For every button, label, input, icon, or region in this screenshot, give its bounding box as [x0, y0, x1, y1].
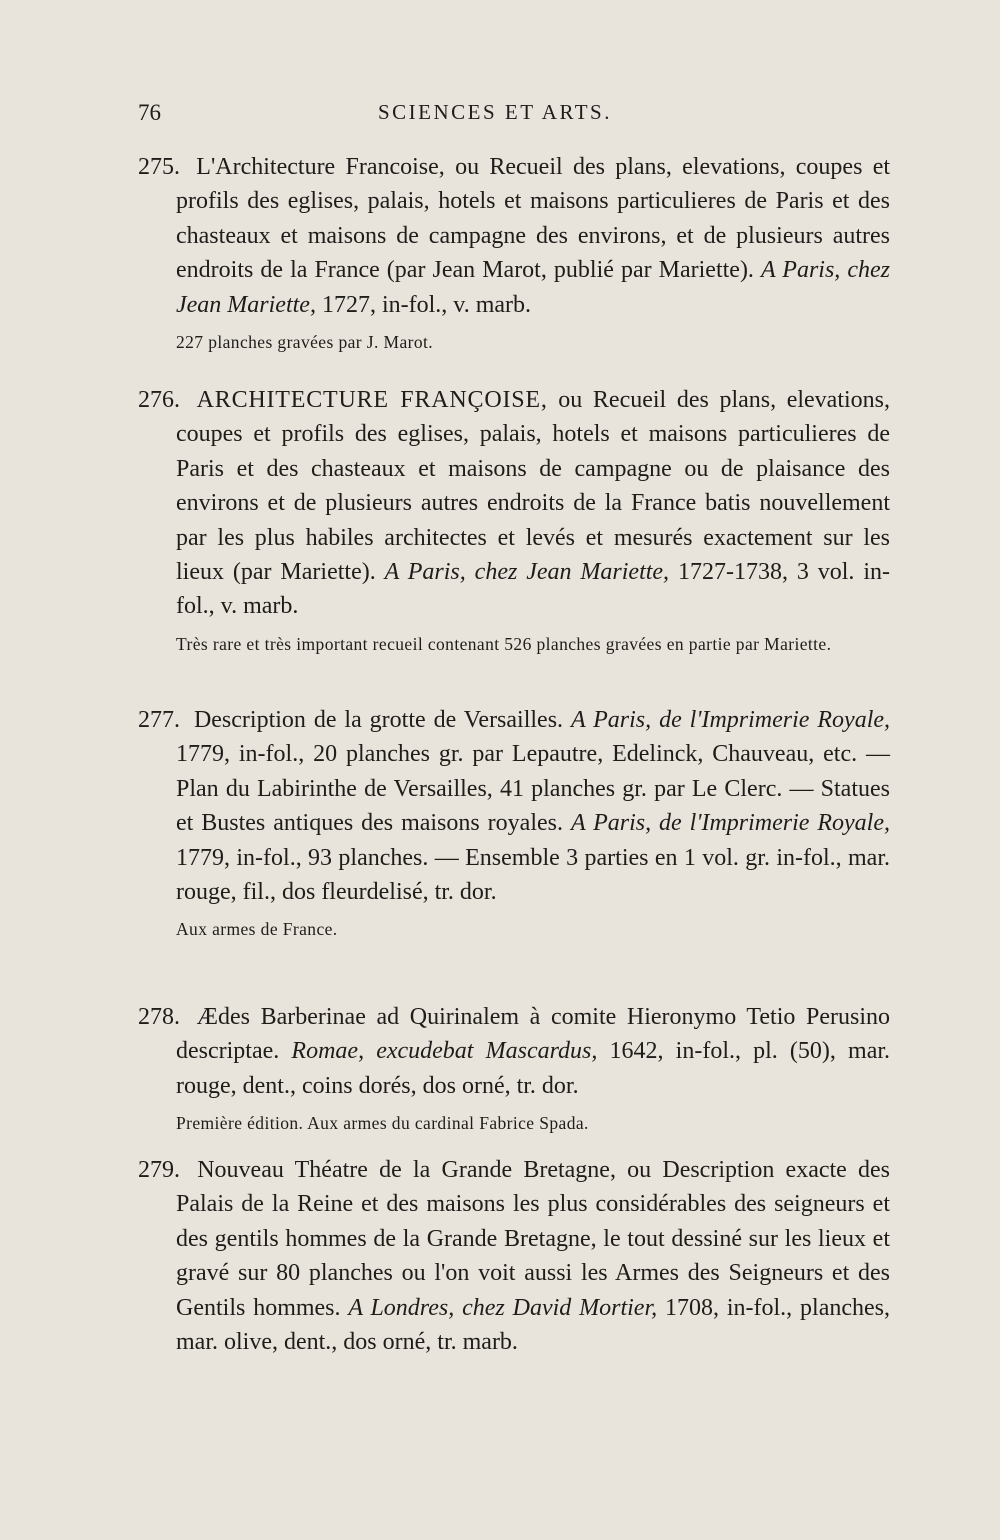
catalog-entry-275	[138, 150, 890, 354]
entry-number: 277.	[138, 707, 180, 733]
entry-details: 1642, in-fol., pl. (50), mar. rouge, dent., coins dorés, dos orné, tr. dor.	[176, 1038, 891, 1099]
entry-note: 227 planches gravées par J. Marot.	[176, 332, 434, 353]
entry-text	[138, 1153, 890, 1359]
entry-title: L'Architecture Francoise, ou Recueil des plans, elevations, coupes et profils des eglises, palais, hotels et maisons particulieres de Paris et des chasteaux et maisons de campagne des environs, et de plusieurs autres endroits de la France (par Jean Marot, publié par Mariette).	[176, 154, 891, 284]
entry-title: Description de la grotte de Versailles.	[193, 707, 564, 733]
entry-number: 278.	[138, 1004, 180, 1030]
entry-details: 1727, in-fol., v. marb.	[321, 291, 532, 318]
entry-imprint: A Paris, chez Jean Mariette,	[384, 559, 670, 586]
entry-title: ou Recueil des plans, elevations, coupes et profils des eglises, palais, hotels et maisons particulieres de Paris et des chasteaux et maisons de campagne ou de plaisance des environs et de plusieurs autres endroits de la France batis nouvellement par les plus habiles architectes et levés et mesurés exactement sur les lieux (par Mariette).	[176, 387, 891, 586]
entry-imprint: A Paris, de l'Imprimerie Royale,	[570, 707, 891, 733]
entry-text	[138, 703, 890, 909]
entry-note: Première édition. Aux armes du cardinal Fabrice Spada.	[176, 1113, 589, 1134]
entry-text	[138, 383, 890, 624]
entry-imprint: A Paris, chez Jean Mariette,	[176, 257, 890, 318]
entry-imprint-second: A Paris, de l'Imprimerie Royale,	[570, 810, 891, 837]
entry-title: Nouveau Théatre de la Grande Bretagne, ou Description exacte des Palais de la Reine et des maisons les plus considérables des seigneurs et des gentils hommes de la Grande Bretagne, le tout dessiné sur les lieux et gravé sur 80 planches ou l'on voit aussi les Armes des Seigneurs et des Gentils hommes.	[176, 1157, 891, 1321]
catalog-entry-278	[138, 1000, 890, 1135]
page-header	[138, 100, 918, 134]
entry-details: 1708, in-fol., planches, mar. olive, dent., dos orné, tr. marb.	[176, 1294, 890, 1356]
entry-number: 276.	[138, 387, 180, 413]
entry-imprint: Romae, excudebat Mascardus,	[291, 1038, 598, 1065]
entry-number: 279.	[138, 1157, 180, 1183]
catalog-entry-279	[138, 1153, 890, 1359]
page-number: 76	[138, 100, 161, 125]
entry-heading: ARCHITECTURE FRANÇOISE,	[196, 387, 548, 413]
catalog-entry-277	[138, 703, 890, 941]
entry-text	[138, 150, 890, 322]
entry-title: Ædes Barberinae ad Quirinalem à comite Hieronymo Tetio Perusino descriptae.	[176, 1004, 890, 1065]
entry-details: 1727-1738, 3 vol. in-fol., v. marb.	[176, 559, 890, 620]
entry-details-second: 1779, in-fol., 93 planches. — Ensemble 3 parties en 1 vol. gr. in-fol., mar. rouge, fil., dos fleurdelisé, tr. dor.	[176, 844, 890, 906]
entry-text	[138, 1000, 890, 1103]
entry-details: 1779, in-fol., 20 planches gr. par Lepautre, Edelinck, Chauveau, etc. — Plan du Labirinthe de Versailles, 41 planches gr. par Le Clerc. — Statues et Bustes antiques des maisons royales.	[176, 741, 890, 837]
running-head: SCIENCES ET ARTS.	[378, 100, 612, 124]
entry-note: Aux armes de France.	[176, 919, 338, 940]
entry-note: Très rare et très important recueil contenant 526 planches gravées en partie par Mariette.	[176, 633, 832, 654]
entry-number: 275.	[138, 154, 180, 180]
catalog-entry-276	[138, 383, 890, 656]
entry-imprint: A Londres, chez David Mortier,	[348, 1294, 658, 1321]
